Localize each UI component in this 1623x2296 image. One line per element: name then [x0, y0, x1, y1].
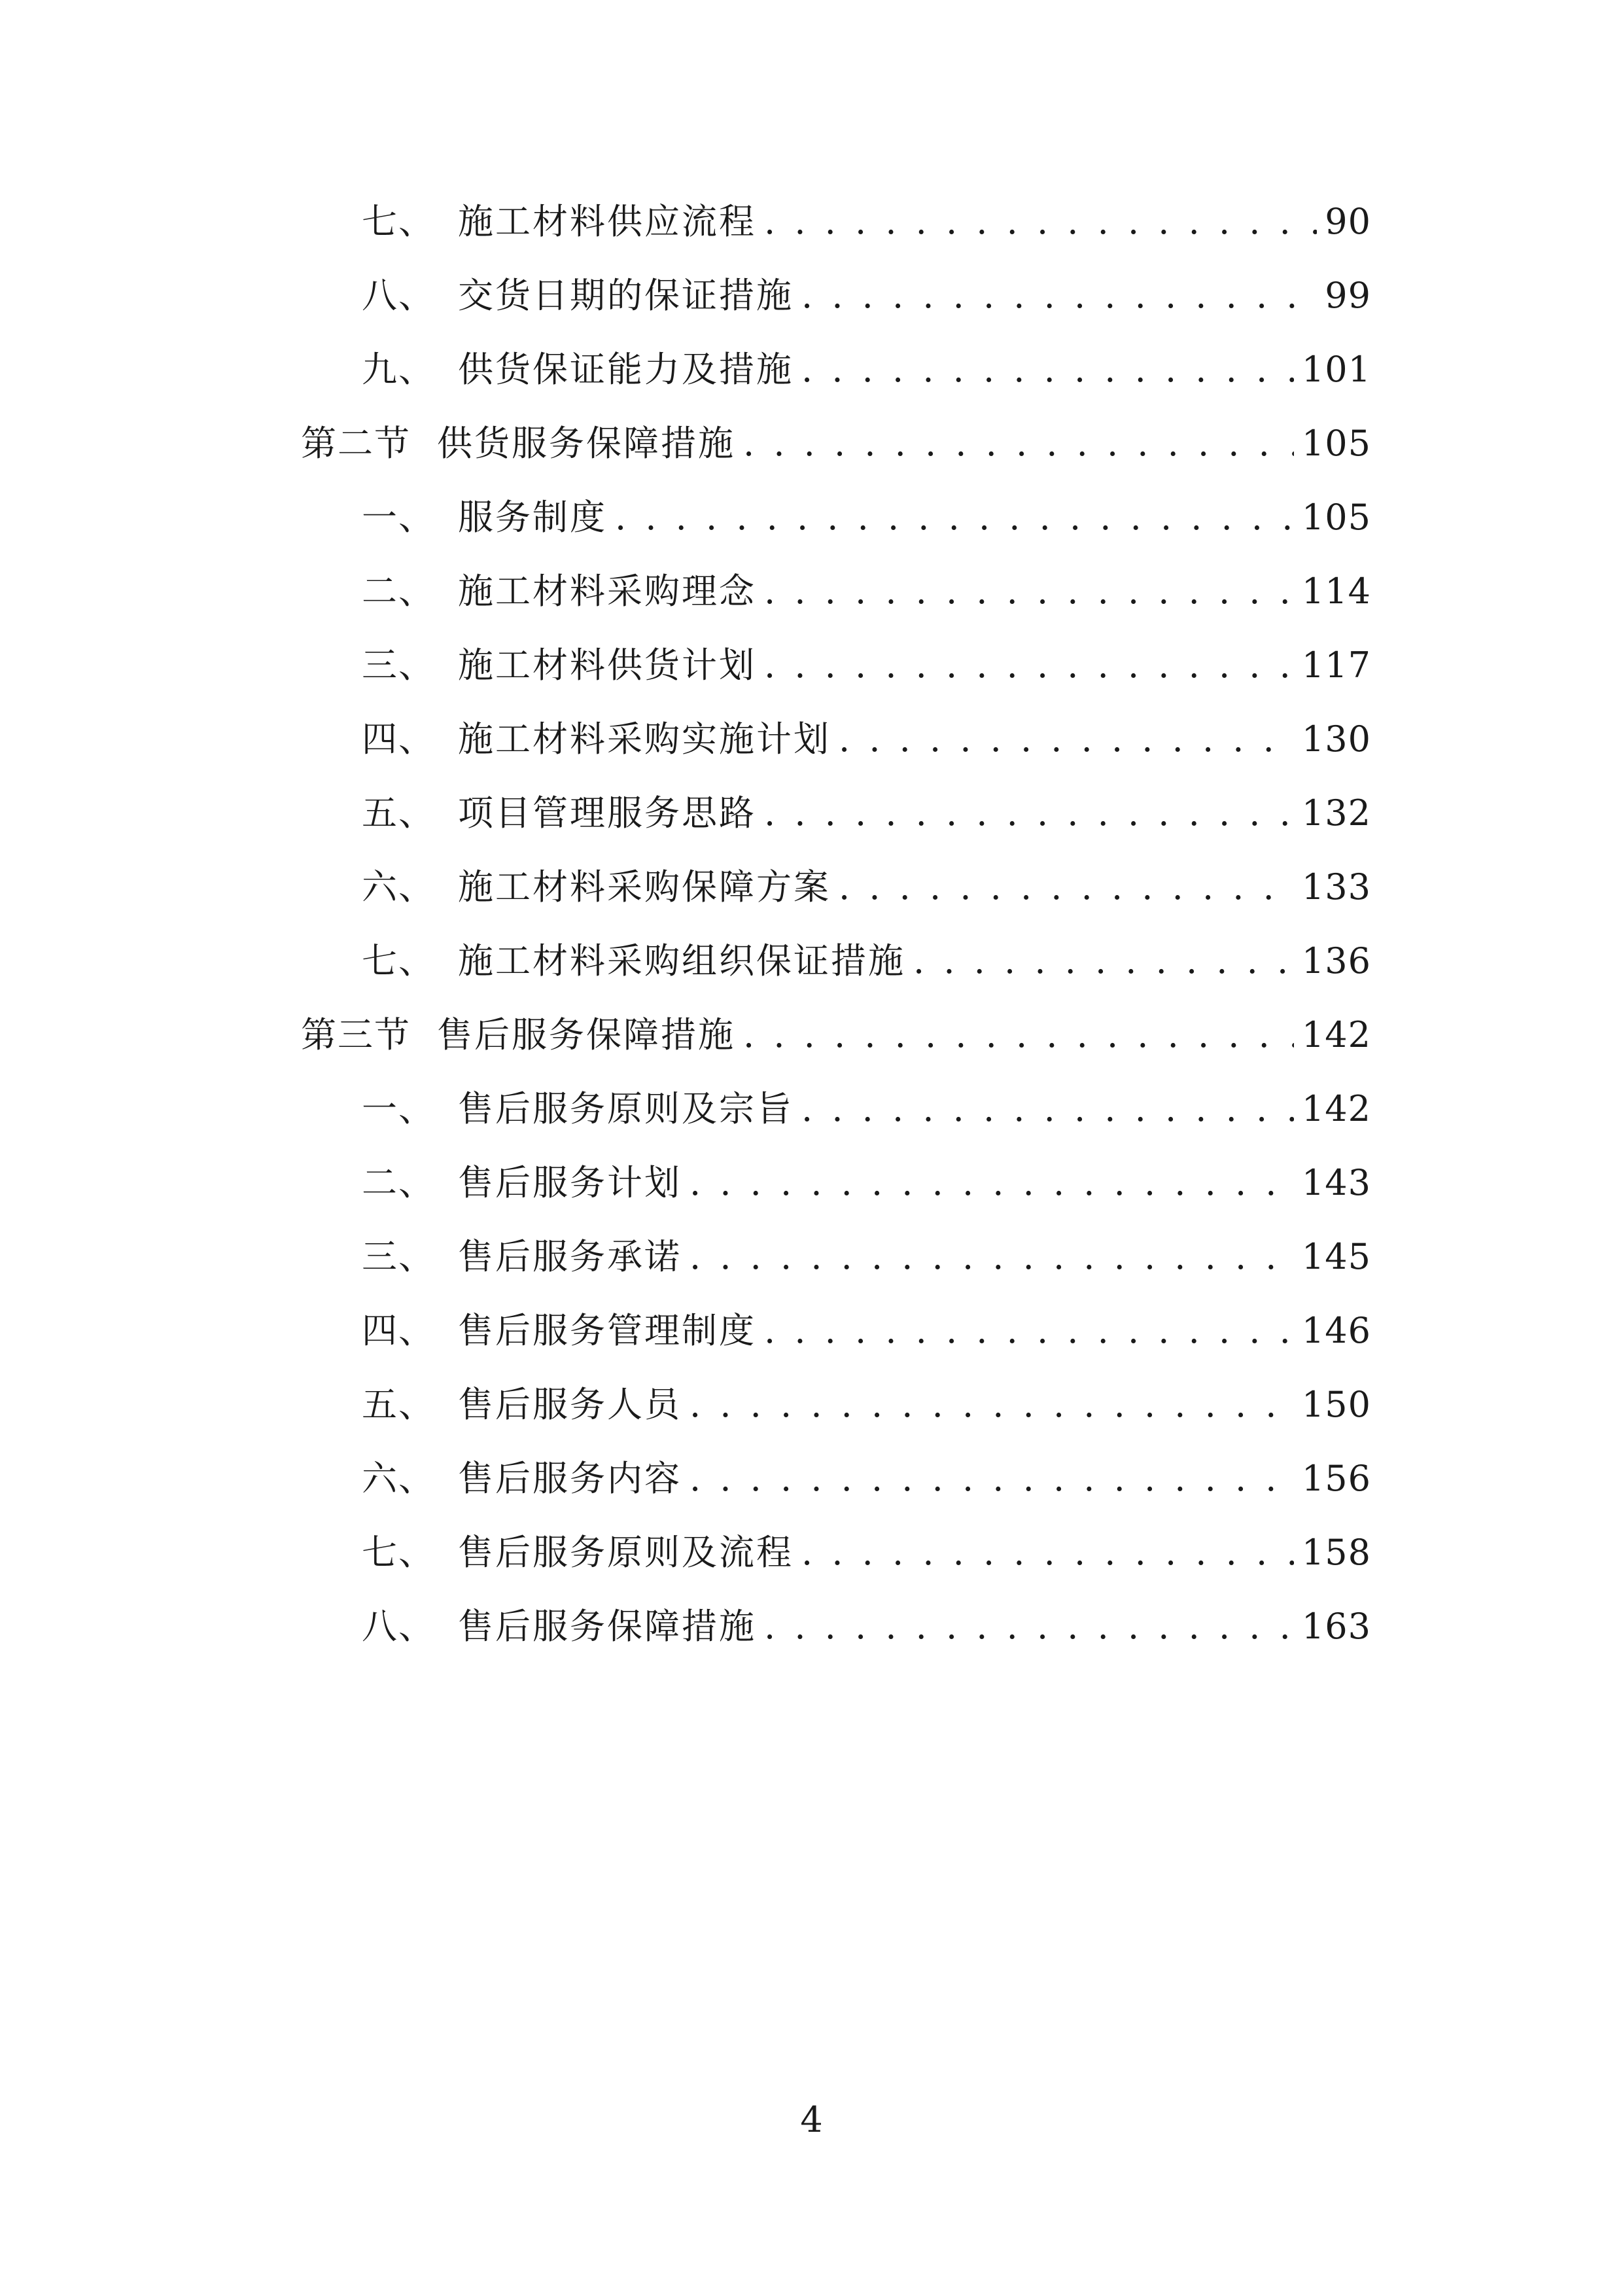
toc-entry-page: 90 — [1325, 201, 1371, 242]
toc-entry-page: 145 — [1301, 1236, 1371, 1277]
toc-entry[interactable] — [362, 1600, 1371, 1653]
toc-entry[interactable] — [362, 639, 1371, 692]
toc-entry[interactable] — [362, 565, 1371, 618]
toc-entry-title: 交货日期的保证措施 — [458, 275, 794, 316]
toc-entry-number: 四、 — [362, 1310, 435, 1351]
toc-dot-leader — [764, 565, 1294, 618]
toc-entry-page: 143 — [1301, 1162, 1371, 1203]
toc-entry-title: 售后服务保障措施 — [458, 1606, 756, 1647]
toc-section-entry[interactable] — [301, 417, 1371, 470]
toc-entry-page: 105 — [1301, 497, 1371, 538]
toc-dot-leader — [689, 1379, 1294, 1431]
toc-entry[interactable] — [362, 861, 1371, 913]
toc-dot-leader — [743, 1009, 1294, 1061]
toc-entry-title: 售后服务内容 — [458, 1458, 682, 1499]
toc-dot-leader — [764, 639, 1294, 692]
toc-dot-leader — [764, 1305, 1294, 1357]
toc-entry-title: 售后服务管理制度 — [458, 1310, 756, 1351]
toc-entry-title: 售后服务原则及流程 — [458, 1532, 794, 1573]
toc-entry-title: 施工材料采购保障方案 — [458, 866, 831, 908]
toc-dot-leader — [801, 1083, 1294, 1135]
page-number: 4 — [800, 2099, 823, 2140]
toc-entry-title: 售后服务承诺 — [458, 1236, 682, 1277]
toc-entry-number: 七、 — [362, 1532, 435, 1573]
toc-entry-number: 六、 — [362, 1458, 435, 1499]
toc-section-entry[interactable] — [301, 1009, 1371, 1061]
toc-dot-leader — [801, 270, 1317, 322]
toc-dot-leader — [801, 344, 1294, 396]
toc-entry-title: 供货保证能力及措施 — [458, 349, 794, 390]
toc-entry-page: 117 — [1301, 645, 1371, 686]
toc-section-page: 105 — [1301, 423, 1371, 464]
toc-dot-leader — [743, 417, 1294, 470]
toc-dot-leader — [839, 713, 1294, 766]
toc-entry[interactable] — [362, 1305, 1371, 1357]
toc-entry-page: 132 — [1301, 792, 1371, 834]
toc-entry[interactable] — [362, 713, 1371, 766]
toc-entry-page: 163 — [1301, 1606, 1371, 1647]
toc-dot-leader — [764, 787, 1294, 839]
toc-entry-number: 三、 — [362, 1236, 435, 1277]
toc-entry[interactable] — [362, 270, 1371, 322]
toc-entry-title: 服务制度 — [458, 497, 607, 538]
toc-entry-page: 158 — [1301, 1532, 1371, 1573]
toc-entry[interactable] — [362, 1083, 1371, 1135]
toc-entry[interactable] — [362, 1453, 1371, 1505]
toc-dot-leader — [689, 1453, 1294, 1505]
toc-entry-page: 114 — [1301, 571, 1371, 612]
toc-entry[interactable] — [362, 1231, 1371, 1283]
toc-entry[interactable] — [362, 1157, 1371, 1209]
toc-entry-page: 130 — [1301, 718, 1371, 760]
toc-entry-number: 四、 — [362, 718, 435, 760]
toc-entry[interactable] — [362, 935, 1371, 987]
toc-entry-title: 售后服务人员 — [458, 1384, 682, 1425]
toc-dot-leader — [764, 1600, 1294, 1653]
toc-entry-title: 项目管理服务思路 — [458, 792, 756, 834]
toc-entry[interactable] — [362, 1527, 1371, 1579]
toc-entry-page: 142 — [1301, 1088, 1371, 1129]
toc-dot-leader — [764, 196, 1317, 248]
toc-entry[interactable] — [362, 344, 1371, 396]
toc-dot-leader — [839, 861, 1294, 913]
toc-entry-number: 二、 — [362, 1162, 435, 1203]
toc-entry[interactable] — [362, 1379, 1371, 1431]
toc-entry-page: 133 — [1301, 866, 1371, 908]
toc-entry-number: 九、 — [362, 349, 435, 390]
toc-entry-number: 七、 — [362, 201, 435, 242]
toc-entry-number: 二、 — [362, 571, 435, 612]
toc-entry-number: 八、 — [362, 275, 435, 316]
toc-entry-number: 三、 — [362, 645, 435, 686]
toc-entry[interactable] — [362, 787, 1371, 839]
toc-section-number: 第二节 — [301, 423, 411, 464]
toc-entry-page: 150 — [1301, 1384, 1371, 1425]
toc-entry-title: 售后服务计划 — [458, 1162, 682, 1203]
toc-section-page: 142 — [1301, 1014, 1371, 1055]
toc-entry-title: 施工材料采购理念 — [458, 571, 756, 612]
toc-dot-leader — [615, 491, 1294, 544]
toc-entry-page: 101 — [1301, 349, 1371, 390]
toc-entry[interactable] — [362, 491, 1371, 544]
toc-entry-number: 七、 — [362, 940, 435, 981]
toc-entry-page: 156 — [1301, 1458, 1371, 1499]
toc-section-title: 售后服务保障措施 — [437, 1014, 735, 1055]
toc-entry-number: 五、 — [362, 1384, 435, 1425]
toc-entry-number: 六、 — [362, 866, 435, 908]
toc-entry-title: 施工材料供货计划 — [458, 645, 756, 686]
toc-entry-title: 售后服务原则及宗旨 — [458, 1088, 794, 1129]
toc-entry-number: 八、 — [362, 1606, 435, 1647]
toc-entry-page: 136 — [1301, 940, 1371, 981]
toc-dot-leader — [689, 1231, 1294, 1283]
toc-dot-leader — [913, 935, 1294, 987]
toc-entry-title: 施工材料采购组织保证措施 — [458, 940, 905, 981]
toc-dot-leader — [801, 1527, 1294, 1579]
toc-entry-title: 施工材料供应流程 — [458, 201, 756, 242]
toc-section-number: 第三节 — [301, 1014, 411, 1055]
toc-entry-number: 五、 — [362, 792, 435, 834]
toc-entry[interactable] — [362, 196, 1371, 248]
toc-entry-page: 146 — [1301, 1310, 1371, 1351]
toc-entry-page: 99 — [1325, 275, 1371, 316]
toc-entry-title: 施工材料采购实施计划 — [458, 718, 831, 760]
toc-section-title: 供货服务保障措施 — [437, 423, 735, 464]
toc-entry-number: 一、 — [362, 1088, 435, 1129]
toc-entry-number: 一、 — [362, 497, 435, 538]
toc-dot-leader — [689, 1157, 1294, 1209]
